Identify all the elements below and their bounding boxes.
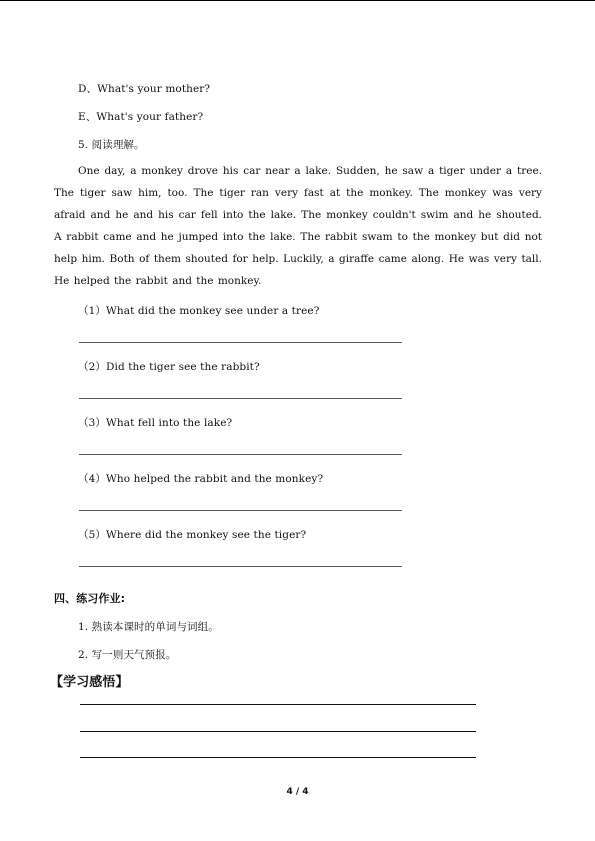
question-3: （3）What fell into the lake? — [78, 417, 233, 429]
homework-heading: 四、练习作业: — [54, 592, 126, 605]
page-number: 4 / 4 — [286, 787, 309, 797]
homework-item-2: 2. 写一则天气预报。 — [78, 649, 177, 661]
option-e: E、What's your father? — [78, 111, 204, 123]
answer-line-5[interactable] — [79, 566, 402, 567]
page-top-rule — [0, 0, 595, 1]
reflection-line-3[interactable] — [80, 757, 476, 758]
question-2: （2）Did the tiger see the rabbit? — [78, 361, 260, 373]
answer-line-3[interactable] — [79, 454, 402, 455]
reflection-heading: 【学习感悟】 — [50, 675, 129, 690]
answer-line-1[interactable] — [79, 342, 402, 343]
homework-item-1: 1. 熟读本课时的单词与词组。 — [78, 621, 219, 633]
question-1: （1）What did the monkey see under a tree? — [78, 305, 320, 317]
option-d: D、What's your mother? — [78, 83, 211, 95]
answer-line-2[interactable] — [79, 398, 402, 399]
reading-heading: 5. 阅读理解。 — [78, 139, 145, 151]
question-5: （5）Where did the monkey see the tiger? — [78, 529, 307, 541]
question-4: （4）Who helped the rabbit and the monkey? — [78, 473, 324, 485]
reading-passage: One day, a monkey drove his car near a lake. Sudden, he saw a tiger under a tree. The tiger saw him, too. The tiger ran very fast at the monkey. The monkey was very afraid and he and his car fell into the lake. The monkey couldn't swim and he shouted. A rabbit came and he jumped into the lake. The rabbit swam to the monkey but did not help him. Both of them shouted for help. Luckily, a giraffe came along. He was very tall. He helped the rabbit and the monkey. — [54, 165, 542, 287]
reflection-line-2[interactable] — [80, 731, 476, 732]
reflection-line-1[interactable] — [80, 704, 476, 705]
answer-line-4[interactable] — [79, 510, 402, 511]
